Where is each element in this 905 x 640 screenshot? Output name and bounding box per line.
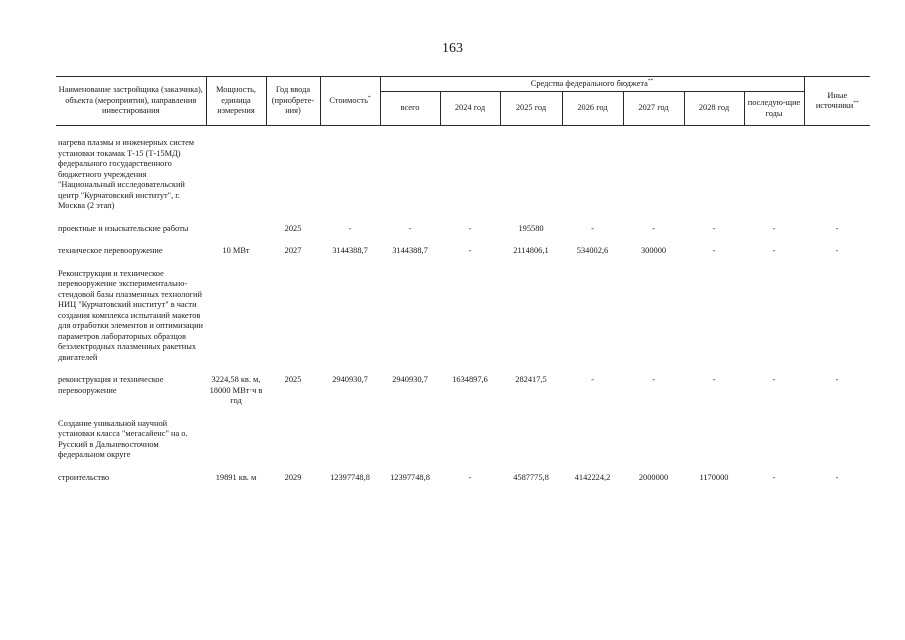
row-2028: - <box>712 375 716 384</box>
table-body <box>56 126 870 484</box>
row-cost: 2940930,7 <box>332 375 368 384</box>
row-other: - <box>835 375 839 384</box>
row-2027 <box>623 419 684 461</box>
row-cost: - <box>348 223 352 233</box>
row-2026: 4142224,2 <box>574 472 611 482</box>
row-2028: 1170000 <box>699 472 729 482</box>
table-row <box>56 375 870 407</box>
row-other <box>804 269 870 364</box>
row-total <box>380 419 440 461</box>
row-later: - <box>772 375 776 384</box>
row-total: - <box>408 223 412 233</box>
row-year <box>266 419 320 461</box>
row-total: 3144388,7 <box>392 246 428 255</box>
row-2027: 2000000 <box>638 472 669 482</box>
row-total: 2940930,7 <box>392 375 428 384</box>
row-capacity <box>206 269 266 364</box>
row-2028 <box>684 269 744 364</box>
table-header <box>56 77 870 126</box>
row-name: нагрева плазмы и инженерных систем установки токамак Т-15 (Т-15МД) федерального государственного бюджетного учреждения "Национальный исследовательский центр "Курчатовский институт", г. Москва (2 этап) <box>58 138 195 210</box>
row-2025 <box>500 138 562 212</box>
row-later: - <box>772 246 776 255</box>
header-2027: 2027 год <box>623 92 684 126</box>
row-2027 <box>623 138 684 212</box>
table-row <box>56 138 870 212</box>
row-year: 2025 <box>284 375 302 384</box>
page-number: 163 <box>442 41 463 56</box>
row-cost <box>320 138 380 212</box>
row-name: техническое перевооружение <box>58 246 163 255</box>
row-2024 <box>440 419 500 461</box>
table-row <box>56 224 870 235</box>
table-row <box>56 269 870 364</box>
row-2028: - <box>712 223 716 233</box>
row-2024 <box>440 138 500 212</box>
row-2025: 2114806,1 <box>513 246 549 255</box>
investment-table <box>56 76 870 483</box>
row-cost: 3144388,7 <box>332 246 368 255</box>
row-2026: - <box>591 375 594 384</box>
row-2025: 4587775,8 <box>513 472 549 482</box>
row-other: - <box>835 223 839 233</box>
row-other <box>804 138 870 212</box>
row-2026 <box>562 419 623 461</box>
row-2024: 1634897,6 <box>452 375 488 384</box>
row-2026 <box>562 138 623 212</box>
row-later <box>744 419 804 461</box>
row-2024: - <box>468 246 472 255</box>
row-cost <box>320 269 380 364</box>
header-2026: 2026 год <box>562 92 623 126</box>
row-2024: - <box>468 472 472 482</box>
row-year <box>266 138 320 212</box>
row-name: реконструкция и техническое перевооружение <box>58 375 164 395</box>
row-other: - <box>835 472 839 482</box>
header-capacity: Мощность, единица измерения <box>206 77 266 126</box>
table-row <box>56 419 870 461</box>
header-total: всего <box>380 92 440 126</box>
row-name: Реконструкция и техническое перевооружение экспериментально-стендовой базы плазменных технологий НИЦ "Курчатовский институт" в части создания комплекса испытаний макетов для отработки элементов и оптимизации параметров лабораторных образцов безэлектродных плазменных ракетных двигателей <box>58 268 204 362</box>
row-capacity <box>206 224 266 235</box>
header-other-sources: Иные источники** <box>804 77 870 126</box>
row-2025: 282417,5 <box>515 375 547 384</box>
row-2025 <box>500 419 562 461</box>
row-later: - <box>772 472 776 482</box>
row-year: 2029 <box>284 472 302 482</box>
header-name: Наименование застройщика (заказчика), объекта (мероприятия), направления инвестирования <box>56 77 206 126</box>
header-year: Год ввода (приобрете-ния) <box>266 77 320 126</box>
row-2027: - <box>652 375 655 384</box>
row-year <box>266 269 320 364</box>
row-year: 2025 <box>284 223 302 233</box>
header-later-years: последую-щие годы <box>744 92 804 126</box>
row-2027 <box>623 269 684 364</box>
table-row <box>56 246 870 257</box>
row-name: проектные и изыскательские работы <box>58 223 189 233</box>
header-2024: 2024 год <box>440 92 500 126</box>
row-capacity: 3224,58 кв. м, 18000 МВт·ч в год <box>209 375 263 405</box>
row-2026: - <box>591 223 594 233</box>
row-name: строительство <box>58 472 110 482</box>
row-2024: - <box>468 223 472 233</box>
row-total: 12397748,8 <box>390 472 430 482</box>
header-federal-budget: Средства федерального бюджета** <box>380 77 804 92</box>
row-2028 <box>684 138 744 212</box>
row-2028 <box>684 419 744 461</box>
row-name: Создание уникальной научной установки класса "мегасайенс" на о. Русский в Дальневосточном федеральном округе <box>58 418 188 459</box>
row-2028: - <box>712 246 716 255</box>
row-total <box>380 138 440 212</box>
row-later <box>744 269 804 364</box>
row-year: 2027 <box>284 246 302 255</box>
row-2025 <box>500 269 562 364</box>
row-cost <box>320 419 380 461</box>
row-2025: 195580 <box>518 223 544 233</box>
header-2025: 2025 год <box>500 92 562 126</box>
row-capacity: 19891 кв. м <box>215 472 257 482</box>
row-total <box>380 269 440 364</box>
row-2027: 300000 <box>640 246 667 255</box>
row-2027: - <box>652 223 655 233</box>
row-capacity <box>206 138 266 212</box>
header-2028: 2028 год <box>684 92 744 126</box>
row-later: - <box>772 223 776 233</box>
row-capacity <box>206 419 266 461</box>
row-cost: 12397748,8 <box>330 472 370 482</box>
table-row <box>56 473 870 484</box>
row-other <box>804 419 870 461</box>
row-capacity: 10 МВт <box>222 246 250 255</box>
row-2026: 534002,6 <box>576 246 609 255</box>
row-other: - <box>835 246 839 255</box>
row-2026 <box>562 269 623 364</box>
header-cost: Стоимость* <box>320 77 380 126</box>
row-later <box>744 138 804 212</box>
row-2024 <box>440 269 500 364</box>
